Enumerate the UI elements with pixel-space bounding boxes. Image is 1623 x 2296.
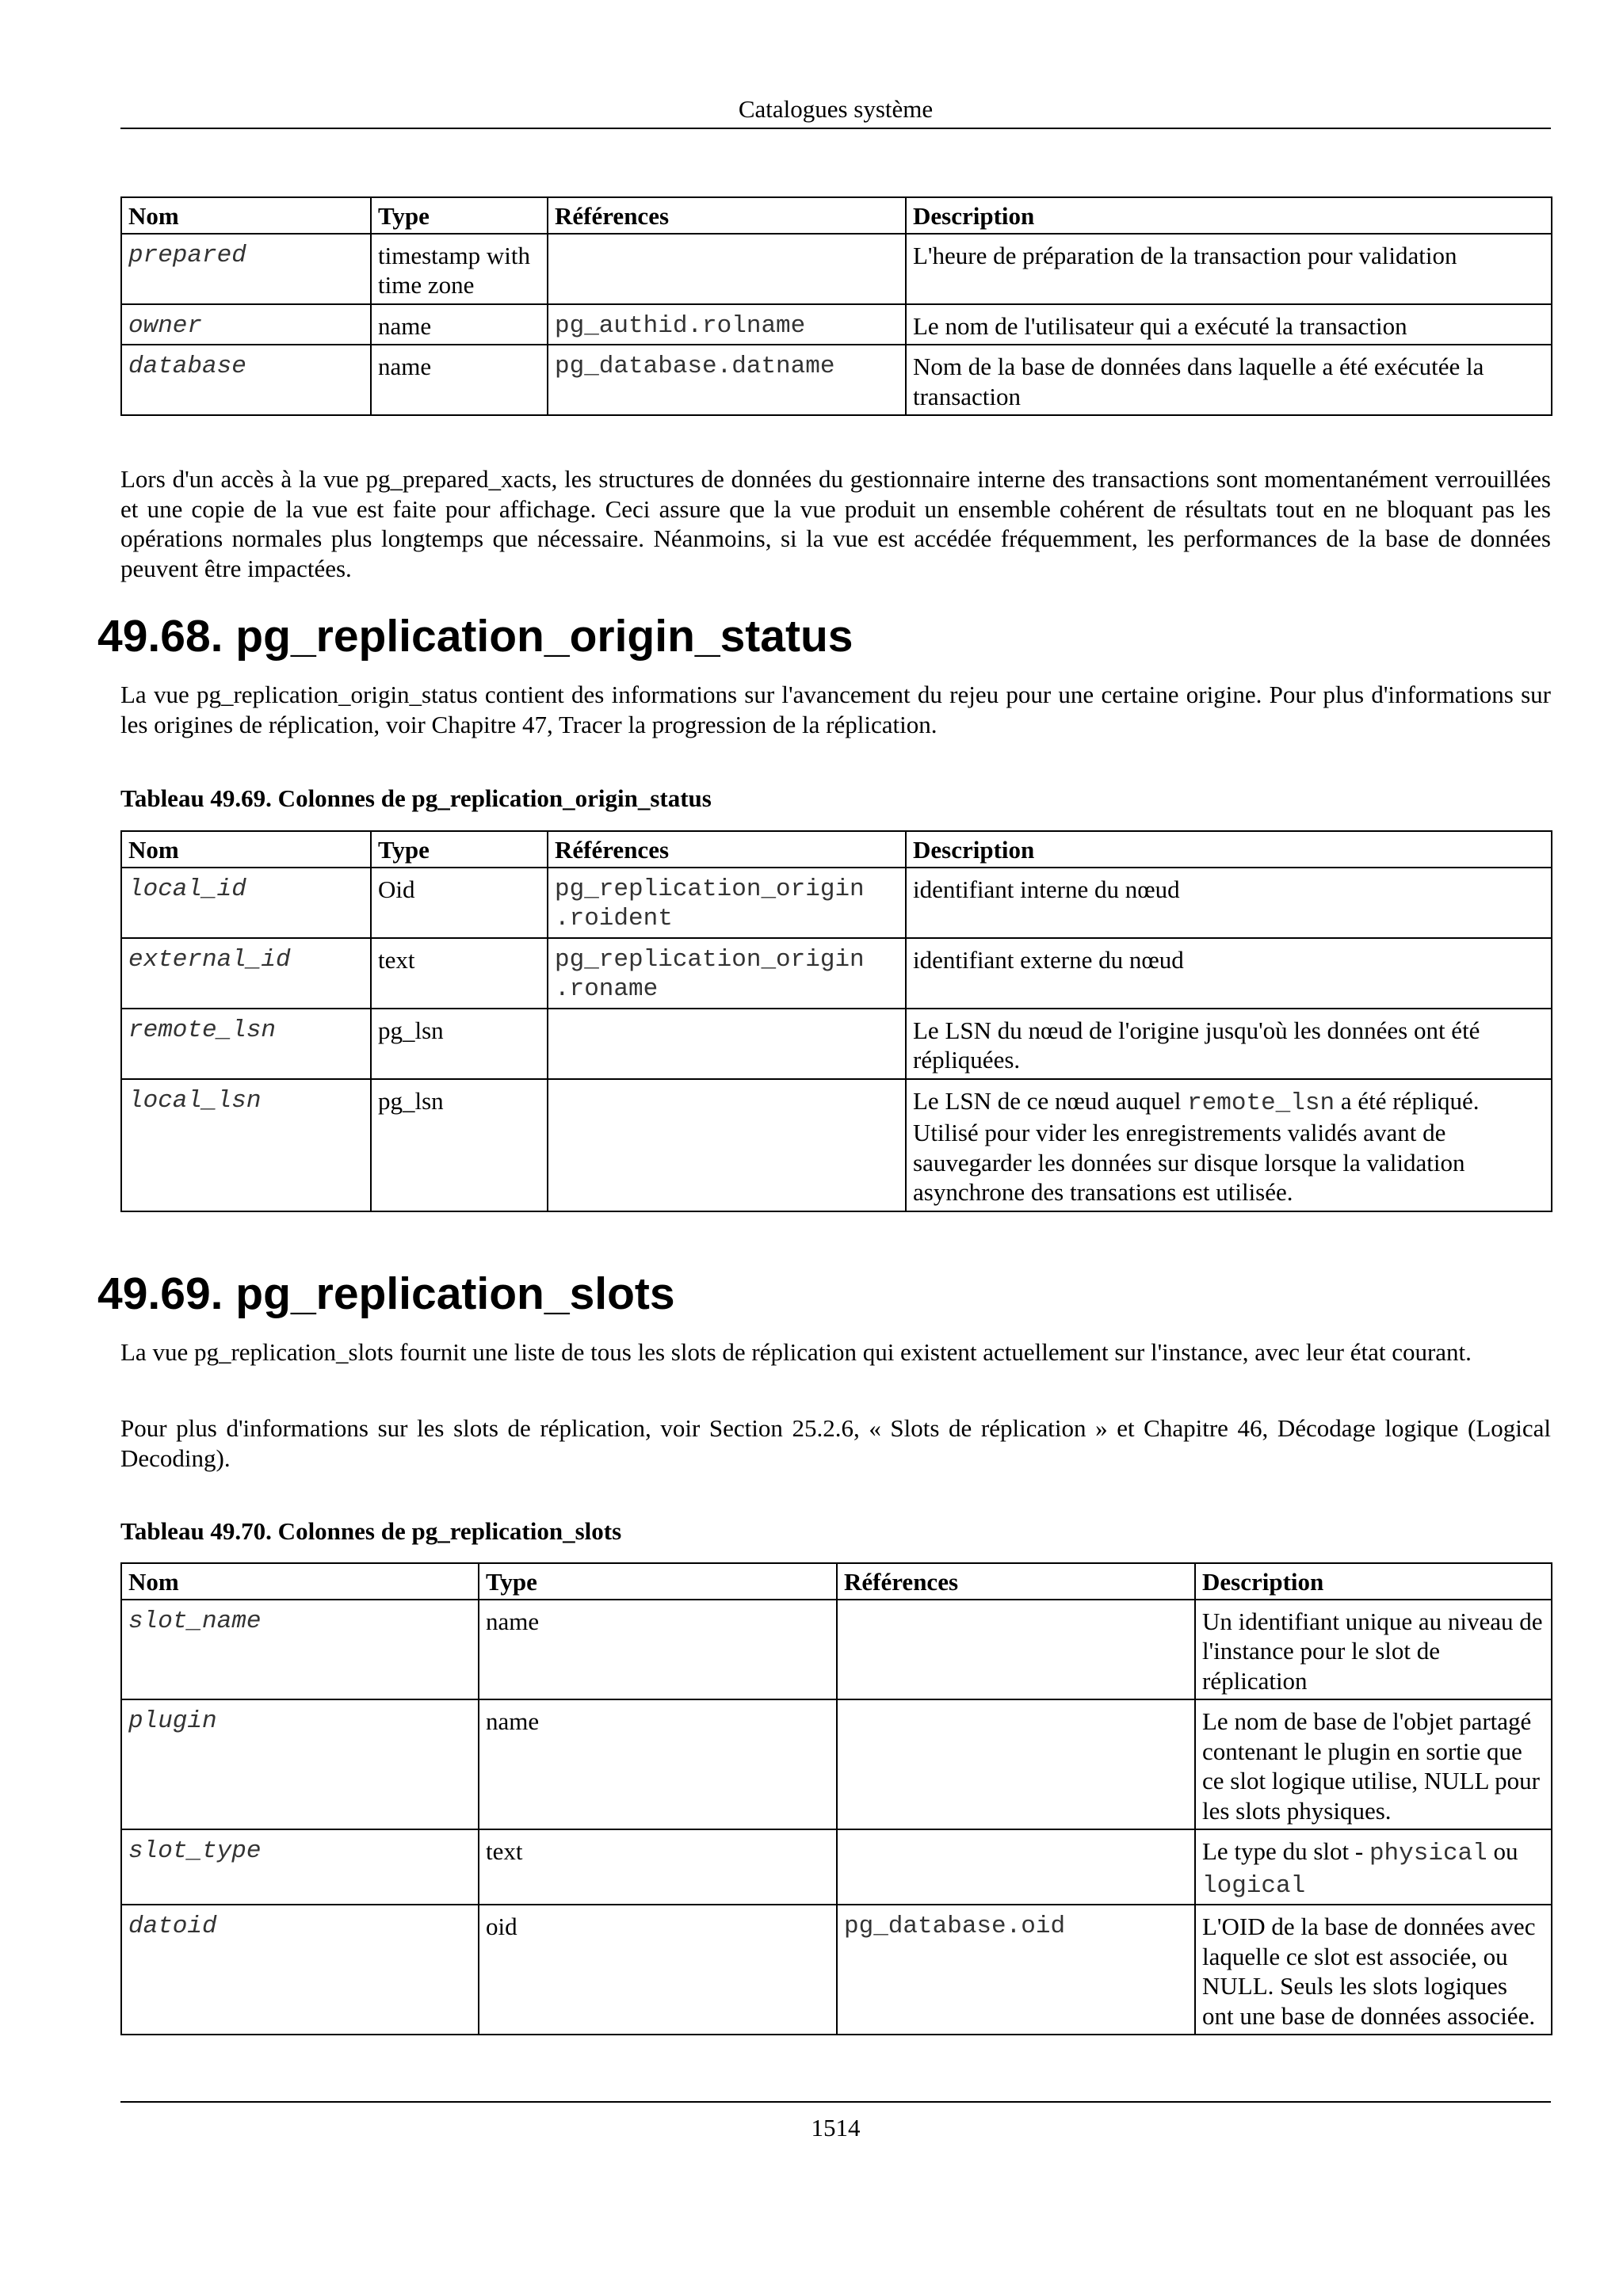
- column-type: Oid: [371, 868, 548, 938]
- column-ref: pg_authid.rolname: [548, 304, 906, 345]
- column-header: Nom: [121, 197, 371, 234]
- column-name: local_id: [121, 868, 371, 938]
- table-header-row: [121, 1563, 1552, 1600]
- running-header: Catalogues système: [738, 95, 934, 123]
- replication-slots-intro: [120, 1337, 1551, 1367]
- column-type: name: [479, 1699, 837, 1829]
- table-row: [121, 1905, 1552, 2035]
- column-header: Description: [906, 197, 1552, 234]
- section-heading-replication-slots: 49.69. pg_replication_slots: [97, 1268, 675, 1319]
- column-header: Références: [548, 197, 906, 234]
- column-type: pg_lsn: [371, 1009, 548, 1079]
- body-paragraph: La vue pg_replication_origin_status contient des informations sur l'avancement du rejeu pour une certaine origine. Pour plus d'informations sur les origines de réplication, voir Chapitre 47, Tracer la progression de la réplication.: [120, 681, 1551, 738]
- column-name: prepared: [121, 234, 371, 304]
- column-desc: Un identifiant unique au niveau de l'instance pour le slot de réplication: [1195, 1600, 1552, 1700]
- column-desc: Nom de la base de données dans laquelle a été exécutée la transaction: [906, 345, 1552, 415]
- replication-slots-intro-2: [120, 1413, 1551, 1473]
- desc-text: ou: [1487, 1837, 1518, 1865]
- table-row: [121, 868, 1552, 938]
- prepared-xacts-paragraph: [120, 464, 1551, 583]
- table-row: [121, 234, 1552, 304]
- table-row: [121, 1829, 1552, 1905]
- table-row: [121, 345, 1552, 415]
- column-ref: [548, 868, 906, 938]
- column-desc: Le nom de base de l'objet partagé contenant le plugin en sortie que ce slot logique utilise, NULL pour les slots physiques.: [1195, 1699, 1552, 1829]
- column-header: Type: [371, 197, 548, 234]
- column-ref: [548, 234, 906, 304]
- column-name: datoid: [121, 1905, 479, 2035]
- inline-code: remote_lsn: [1187, 1089, 1335, 1117]
- column-type: text: [371, 938, 548, 1009]
- body-paragraph: La vue pg_replication_slots fournit une liste de tous les slots de réplication qui existent actuellement sur l'instance, avec leur état courant.: [120, 1338, 1472, 1366]
- column-desc: L'heure de préparation de la transaction pour validation: [906, 234, 1552, 304]
- origin-status-intro: [120, 680, 1551, 739]
- table-header-row: [121, 197, 1552, 234]
- desc-text: a été répliqué. Utilisé pour vider les enregistrements validés avant de sauvegarder les données sur disque lorsque la validation asynchrone des transations est utilisée.: [913, 1086, 1480, 1206]
- column-header: Références: [837, 1563, 1195, 1600]
- column-desc: identifiant externe du nœud: [906, 938, 1552, 1009]
- column-name: database: [121, 345, 371, 415]
- column-name: external_id: [121, 938, 371, 1009]
- column-header: Description: [1195, 1563, 1552, 1600]
- prepared-xacts-table: [120, 196, 1552, 416]
- column-type: pg_lsn: [371, 1079, 548, 1211]
- desc-text: Le LSN de ce nœud auquel: [913, 1086, 1188, 1115]
- column-name: owner: [121, 304, 371, 345]
- column-header: Nom: [121, 1563, 479, 1600]
- column-header: Type: [371, 831, 548, 868]
- origin-status-table: [120, 830, 1552, 1212]
- column-name: slot_type: [121, 1829, 479, 1905]
- table-caption: Tableau 49.70. Colonnes de pg_replication_slots: [120, 1517, 622, 1545]
- column-ref: [548, 938, 906, 1009]
- column-desc: [1195, 1829, 1552, 1905]
- column-header: Type: [479, 1563, 837, 1600]
- header-rule: [120, 128, 1551, 129]
- column-ref: [548, 1079, 906, 1211]
- page-number: 1514: [811, 2114, 861, 2142]
- table-row: [121, 1600, 1552, 1700]
- column-desc: Le nom de l'utilisateur qui a exécuté la transaction: [906, 304, 1552, 345]
- table-row: [121, 938, 1552, 1009]
- table-row: [121, 1079, 1552, 1211]
- column-name: local_lsn: [121, 1079, 371, 1211]
- column-desc: [906, 1079, 1552, 1211]
- column-desc: Le LSN du nœud de l'origine jusqu'où les données ont été répliquées.: [906, 1009, 1552, 1079]
- body-paragraph: Lors d'un accès à la vue pg_prepared_xacts, les structures de données du gestionnaire interne des transactions sont momentanément verrouillées et une copie de la vue est faite pour affichage. Ceci assure que la vue produit un ensemble cohérent de résultats tout en ne bloquant pas les opérations normales plus longtemps que nécessaire. Néanmoins, si la vue est accédée fréquemment, les performances de la base de données peuvent être impactées.: [120, 465, 1551, 582]
- column-name: remote_lsn: [121, 1009, 371, 1079]
- ref-line: pg_replication_origin: [555, 945, 865, 974]
- ref-line: .roident: [555, 905, 673, 933]
- column-header: Description: [906, 831, 1552, 868]
- column-type: text: [479, 1829, 837, 1905]
- column-header: Références: [548, 831, 906, 868]
- section-heading-origin-status: 49.68. pg_replication_origin_status: [97, 611, 854, 662]
- replication-slots-table: [120, 1562, 1552, 2035]
- table-row: [121, 304, 1552, 345]
- column-ref: pg_database.datname: [548, 345, 906, 415]
- table-header-row: [121, 831, 1552, 868]
- ref-line: .roname: [555, 975, 659, 1003]
- column-name: slot_name: [121, 1600, 479, 1700]
- column-type: name: [479, 1600, 837, 1700]
- column-ref: [548, 1009, 906, 1079]
- inline-code: physical: [1369, 1840, 1487, 1867]
- table-caption: Tableau 49.69. Colonnes de pg_replication_origin_status: [120, 784, 712, 812]
- column-ref: pg_database.oid: [837, 1905, 1195, 2035]
- column-type: oid: [479, 1905, 837, 2035]
- column-name: plugin: [121, 1699, 479, 1829]
- ref-line: pg_replication_origin: [555, 875, 865, 903]
- inline-code: logical: [1202, 1871, 1306, 1900]
- column-ref: [837, 1600, 1195, 1700]
- column-desc: identifiant interne du nœud: [906, 868, 1552, 938]
- desc-text: Le type du slot -: [1202, 1837, 1369, 1865]
- table-row: [121, 1009, 1552, 1079]
- footer-rule: [120, 2101, 1551, 2103]
- column-ref: [837, 1699, 1195, 1829]
- table-row: [121, 1699, 1552, 1829]
- column-ref: [837, 1829, 1195, 1905]
- column-type: name: [371, 345, 548, 415]
- column-header: Nom: [121, 831, 371, 868]
- column-desc: L'OID de la base de données avec laquelle ce slot est associée, ou NULL. Seuls les slots logiques ont une base de données associée.: [1195, 1905, 1552, 2035]
- body-paragraph: Pour plus d'informations sur les slots de réplication, voir Section 25.2.6, « Slots de réplication » et Chapitre 46, Décodage logique (Logical Decoding).: [120, 1414, 1551, 1472]
- column-type: name: [371, 304, 548, 345]
- column-type: timestamp with time zone: [371, 234, 548, 304]
